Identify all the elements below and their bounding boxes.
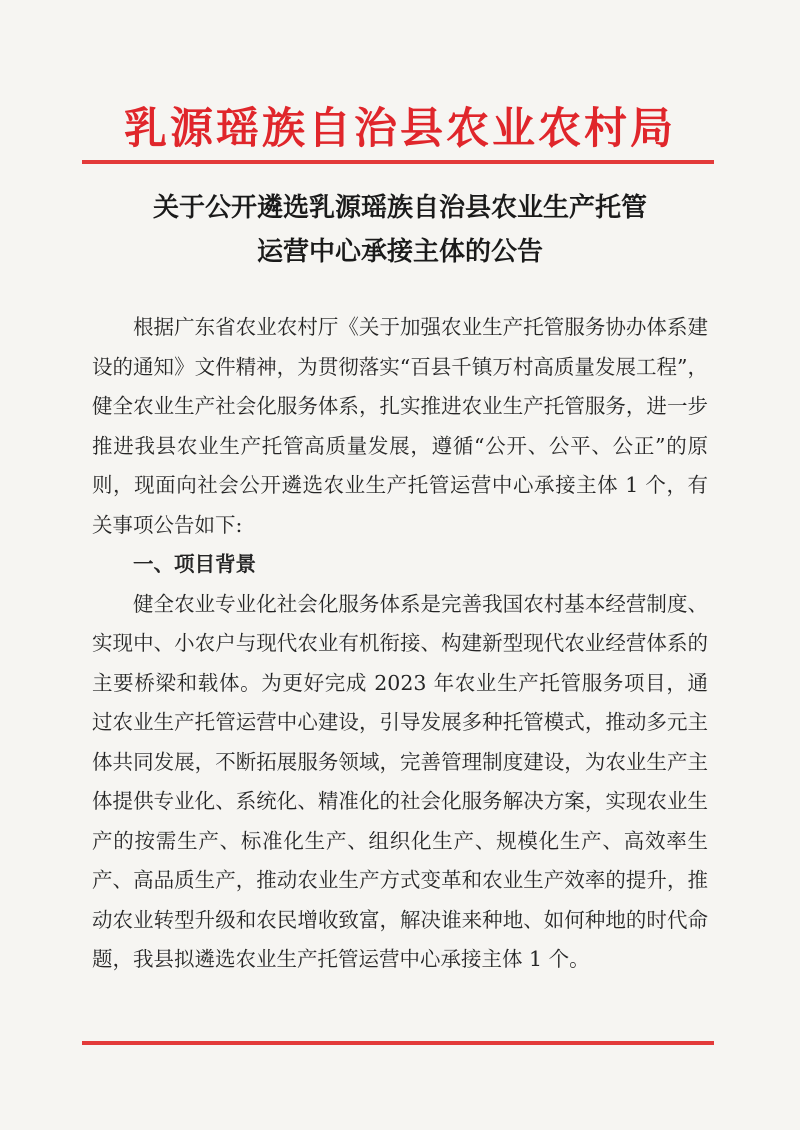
title-line-2: 运营中心承接主体的公告: [256, 237, 543, 267]
agency-header: 乳源瑶族自治县农业农村局: [124, 104, 676, 154]
document-body: [92, 308, 708, 980]
red-divider-top: [82, 160, 714, 164]
red-divider-bottom: [82, 1041, 714, 1045]
intro-paragraph: 根据广东省农业农村厅《关于加强农业生产托管服务协办体系建设的通知》文件精神，为贯彻落实“百县千镇万村高质量发展工程”，健全农业生产社会化服务体系，扎实推进农业生产托管服务，进一步推进我县农业生产托管高质量发展，遵循“公开、公平、公正”的原则，现面向社会公开遴选农业生产托管运营中心承接主体 1 个，有关事项公告如下:: [92, 315, 708, 537]
title-line-1: 关于公开遴选乳源瑶族自治县农业生产托管: [152, 193, 647, 223]
background-paragraph: 健全农业专业化社会化服务体系是完善我国农村基本经营制度、实现中、小农户与现代农业有机衔接、构建新型现代农业经营体系的主要桥梁和载体。为更好完成 2023 年农业生产托管服务项目，通过农业生产托管运营中心建设，引导发展多种托管模式，推动多元主体共同发展，不断拓展服务领域，完善管理制度建设，为农业生产主体提供专业化、系统化、精准化的社会化服务解决方案，实现农业生产的按需生产、标准化生产、组织化生产、规模化生产、高效率生产、高品质生产，推动农业生产方式变革和农业生产效率的提升，推动农业转型升级和农民增收致富，解决谁来种地、如何种地的时代命题，我县拟遴选农业生产托管运营中心承接主体 1 个。: [92, 591, 708, 971]
section-heading-background: 一、项目背景: [133, 552, 256, 576]
document-title: [60, 186, 740, 274]
